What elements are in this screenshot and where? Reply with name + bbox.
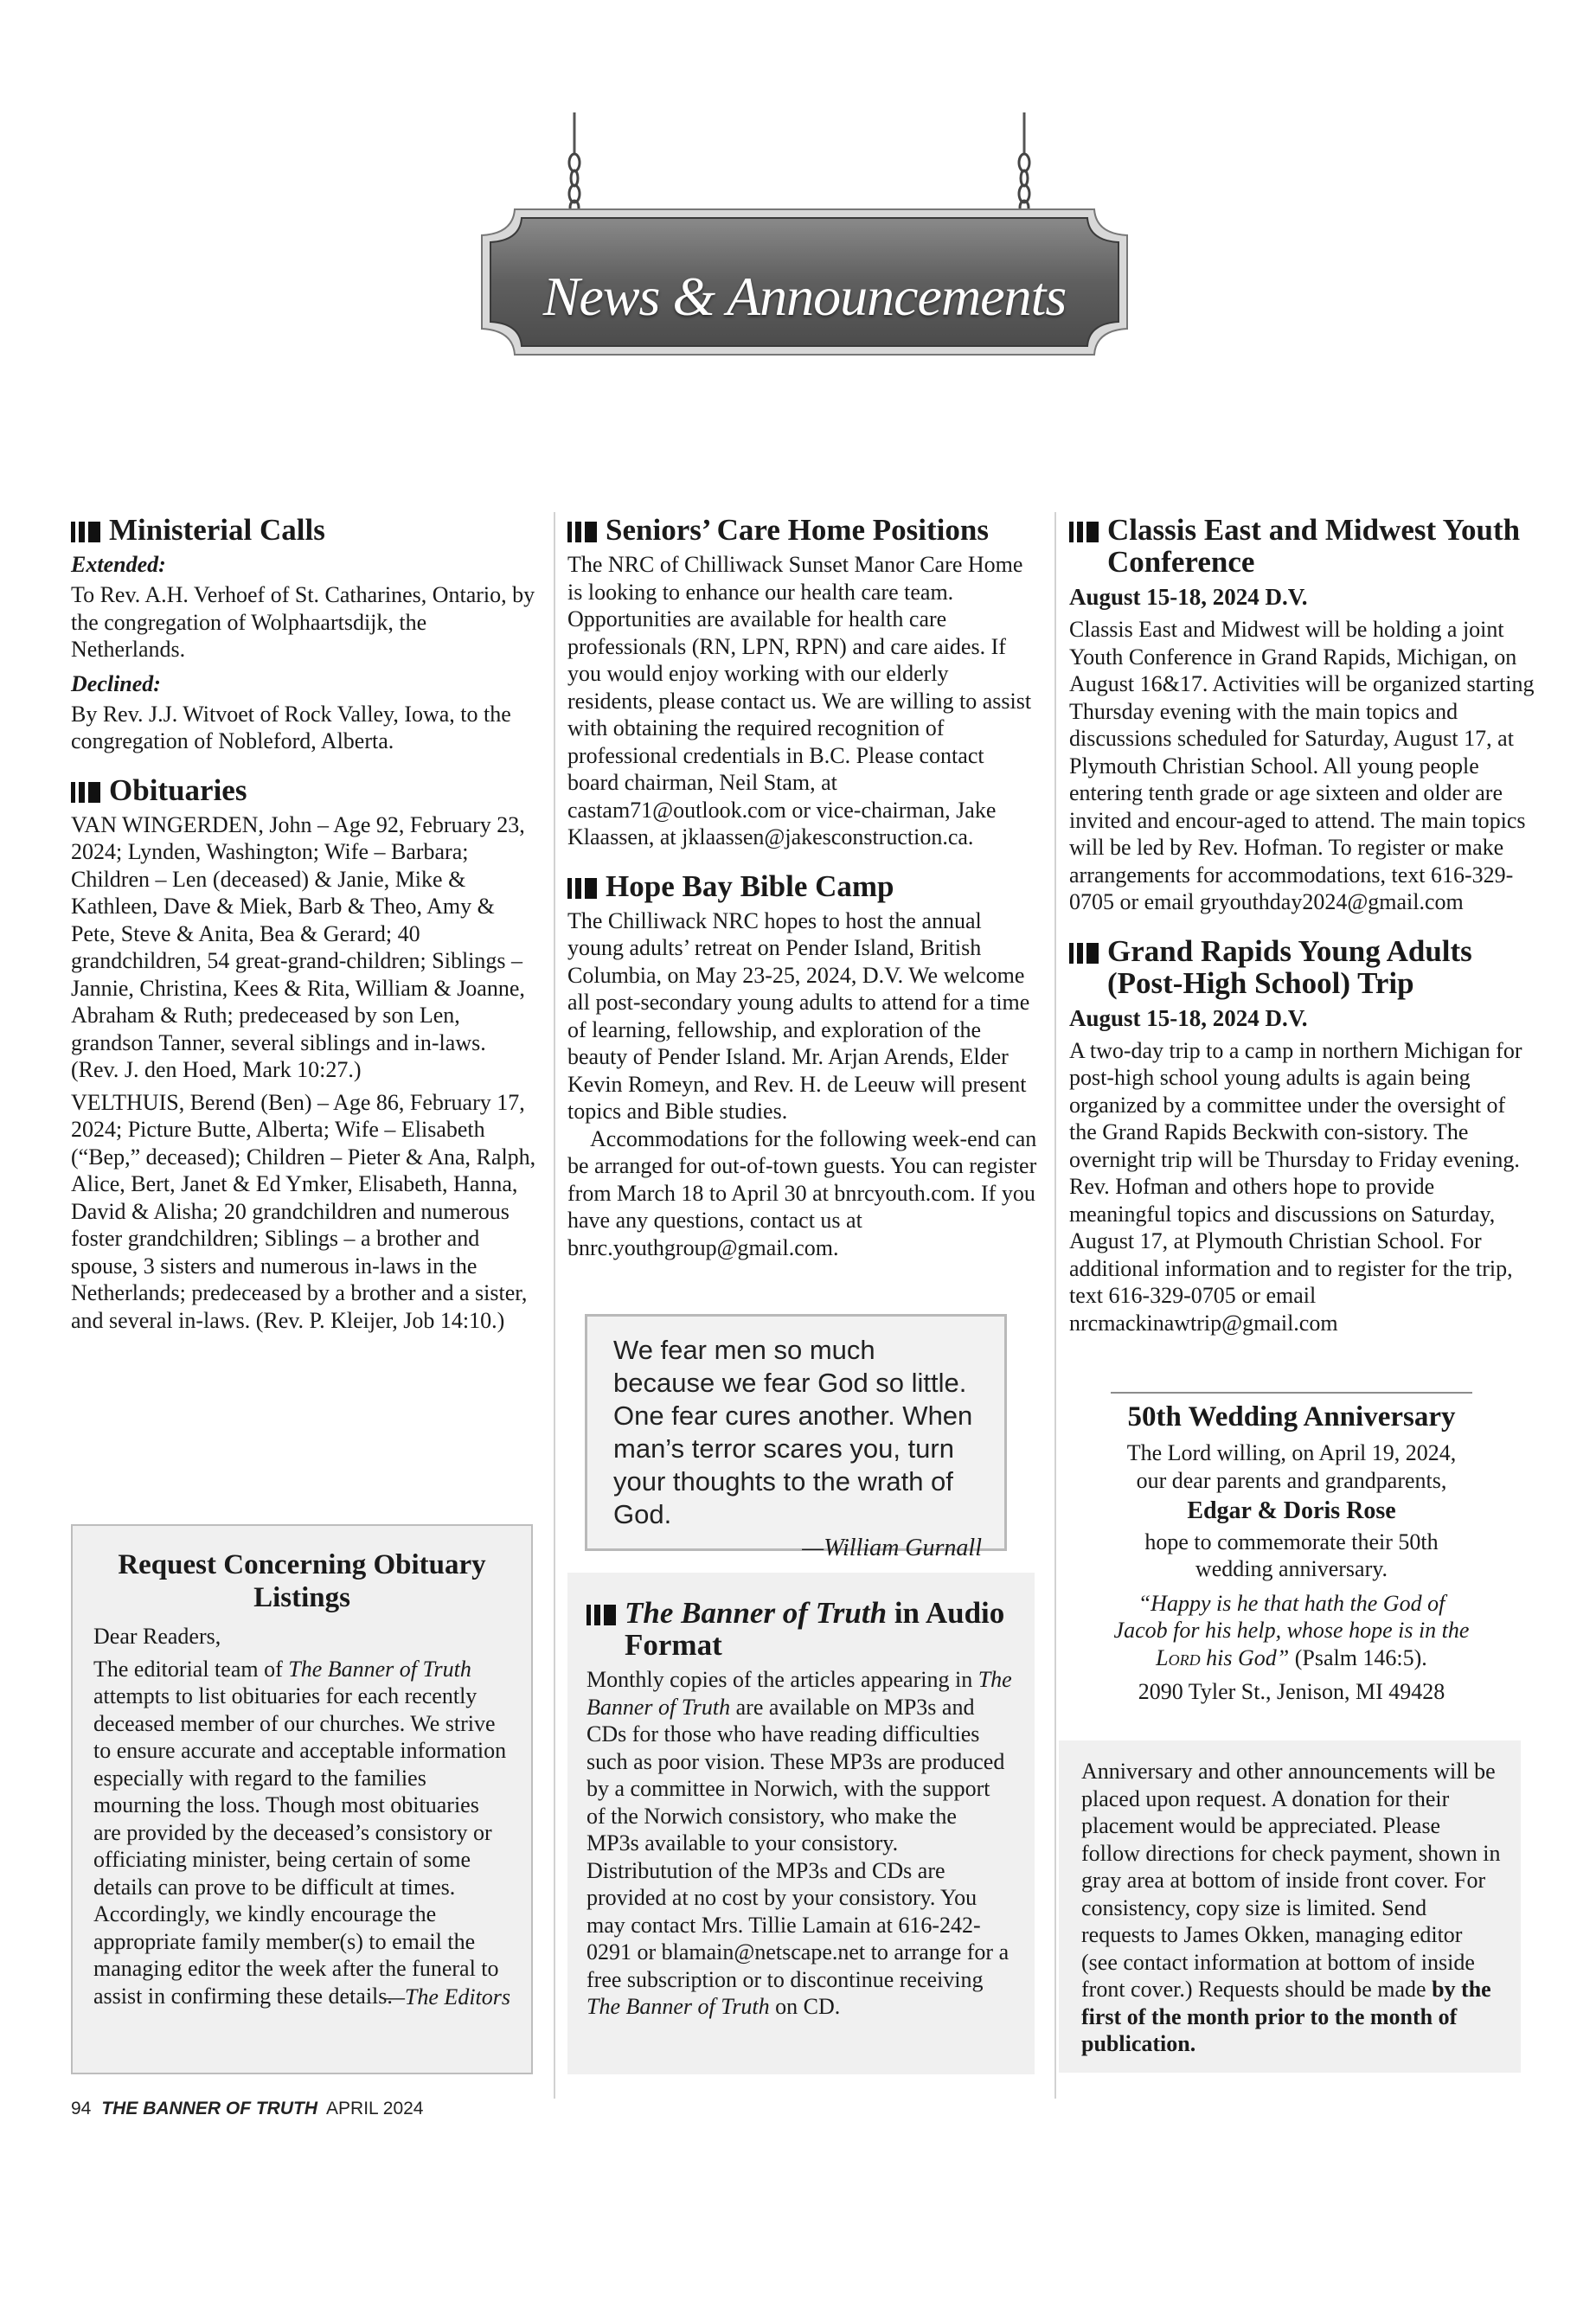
magazine-name: THE BANNER OF TRUTH (101, 2099, 318, 2118)
classis-east-body: Classis East and Midwest will be holding a joint Youth Conference in Grand Rapids, Michigan, on August 16&17. Activities will be organized starting Thursday evening with the main topics and discussions scheduled for Saturday, August 17, at Plymouth Christian School. All young people entering tenth grade or age sixteen and older are invited and encour-aged to attend. The main topics will be led by Rev. Hofman. To register or make arrangements for accommodations, text 616-329-0705 or email gryouthday2024@gmail.com (1069, 617, 1535, 914)
hope-bay-para: The Chilliwack NRC hopes to host the annual young adults’ retreat on Pender Island, British Columbia, on May 23-25, 2024, D.V. We welcome all post-secondary young adults to attend for a time of learning, fellowship, and exploration of the beauty of Pender Island. Mr. Arjan Arends, Elder Kevin Romeyn, and Rev. H. de Leeuw will present topics and Bible studies. (567, 907, 1030, 1124)
audio-body: Monthly copies of the articles appearing in The Banner of Truth are available on MP3s and CDs for those who have reading difficulties such as poor vision. These MP3s are produced by a committee in Norwich, with the support of the Norwich consistory, who make the MP3s available to your consistory. Distributution of the MP3s and CDs are provided at no cost by your consistory. You may contact Mrs. Tillie Lamain at 616-242-0291 or blamain@netscape.net to arrange for a free subscription or to discontinue receiving The Banner of Truth on CD. (586, 1667, 1012, 2019)
obituary-entry: VELTHUIS, Berend (Ben) – Age 86, February 17, 2024; Picture Butte, Alberta; Wife – Elisabeth (“Bep,” deceased); Children – Pieter & Ana, Ralph, Alice, Bert, Janet & Ed Ymker, Elisabeth, Hanna, David & Alisha; 20 grandchildren and numerous foster grandchildren; Siblings – a brother and spouse, 3 sisters and numerous in-laws in the Netherlands; predeceased by a brother and a sister, and several in-laws. (Rev. P. Kleijer, Job 14:10.) (71, 1089, 536, 1333)
quote-author: —William Gurnall (802, 1535, 982, 1561)
announcement-info-text: Anniversary and other announcements will be placed upon request. A donation for their placement would be appreciated. Please follow directions for check payment, shown in gray area at bottom of inside front cover. For consistency, copy size is limited. Send requests to James Okken, managing editor (see contact information at bottom of inside front cover.) Requests should be made by the first of the month prior to the month of publication. (1081, 1759, 1501, 2056)
chain-icon (565, 112, 584, 216)
column-divider (1054, 512, 1056, 2099)
section-bars-icon (71, 782, 100, 803)
request-salutation: Dear Readers, (93, 1624, 221, 1649)
grand-rapids-date: August 15-18, 2024 D.V. (1069, 1004, 1308, 1031)
section-bars-icon (1069, 943, 1099, 964)
column-left (71, 514, 538, 1334)
chain-icon (1015, 112, 1034, 216)
declined-label: Declined: (71, 670, 161, 696)
page-title: News & Announcements (542, 266, 1067, 327)
issue-date: APRIL 2024 (326, 2099, 424, 2118)
column-divider (554, 512, 555, 2099)
section-bars-icon (71, 522, 100, 542)
seniors-care-heading: Seniors’ Care Home Positions (567, 514, 1039, 546)
anniversary-address: 2090 Tyler St., Jenison, MI 49428 (1138, 1679, 1445, 1704)
obituaries-heading: Obituaries (71, 774, 538, 806)
classis-east-date: August 15-18, 2024 D.V. (1069, 584, 1308, 610)
quote-box (585, 1314, 1007, 1561)
extended-text: To Rev. A.H. Verhoef of St. Catharines, Ontario, by the congregation of Wolphaartsdijk, the Netherlands. (71, 582, 535, 662)
ministerial-calls-heading: Ministerial Calls (71, 514, 538, 546)
obituary-entry: VAN WINGERDEN, John – Age 92, February 23, 2024; Lynden, Washington; Wife – Barbara; Children – Len (deceased) & Janie, Mike & Kathleen, Dave & Miek, Barb & Theo, Amy & Pete, Steve & Anita, Bea & Gerard; 40 grandchildren, 54 great-grand-children; Siblings – Jannie, Christina, Kees & Rita, William & Joanne, Abraham & Ruth; predeceased by son Len, grandson Tanner, several siblings and in-laws. (Rev. J. den Hoed, Mark 10:27.) (71, 811, 525, 1082)
section-bars-icon (586, 1605, 616, 1625)
declined-text: By Rev. J.J. Witvoet of Rock Valley, Iowa, to the congregation of Nobleford, Alberta. (71, 701, 511, 753)
announcement-info-box (1059, 1740, 1521, 2073)
obituary-request-box (71, 1524, 533, 2074)
section-bars-icon (567, 522, 597, 542)
hope-bay-heading: Hope Bay Bible Camp (567, 870, 1039, 902)
request-body: The editorial team of The Banner of Truth attempts to list obituaries for each recently deceased member of our churches. We strive to ensure accurate and acceptable information especially with regard to the families mourning the loss. Though most obituaries are provided by the deceased’s consistory or officiating minister, being certain of some details can prove to be difficult at times. Accordingly, we kindly encourage the appropriate family member(s) to email the managing editor the week after the funeral to assist in confirming these details. (93, 1656, 507, 2009)
column-middle (567, 514, 1039, 1261)
anniversary-line: The Lord willing, on April 19, 2024, our dear parents and grandparents, (1126, 1440, 1457, 1493)
anniversary-title: 50th Wedding Anniversary (1127, 1401, 1456, 1433)
request-signature: —The Editors (384, 1984, 510, 2009)
request-title: Request Concerning Obituary Listings (118, 1549, 486, 1613)
column-right (1069, 514, 1536, 1336)
anniversary-names: Edgar & Doris Rose (1187, 1497, 1396, 1524)
extended-label: Extended: (71, 552, 166, 577)
grand-rapids-body: A two-day trip to a camp in northern Michigan for post-high school young adults is again being organized by a committee under the oversight of the Grand Rapids Beckwith con-sistory. The overnight trip will be Thursday to Friday evening. Rev. Hofman and others hope to provide meaningful topics and discussions on Saturday, August 17, at Plymouth Christian School. For additional information and to register for the trip, text 616-329-0705 or email nrcmackinawtrip@gmail.com (1069, 1037, 1522, 1336)
anniversary-notice (1111, 1391, 1472, 1706)
header-sign (467, 112, 1142, 372)
audio-format-box (567, 1573, 1035, 2074)
page-number: 94 (71, 2099, 92, 2118)
page-footer (71, 2099, 423, 2119)
section-bars-icon (567, 878, 597, 899)
hope-bay-para: Accommodations for the following week-end can be arranged for out-of-town guests. You can register from March 18 to April 30 at bnrcyouth.com. If you have any questions, contact us at bnrc.youthgroup@gmail.com. (567, 1125, 1037, 1260)
quote-text: We fear men so much because we fear God so little. One fear cures another. When man’s terror scares you, turn your thoughts to the wrath of God. (613, 1335, 973, 1529)
classis-east-heading: Classis East and Midwest Youth Conference (1069, 514, 1536, 578)
anniversary-line: hope to commemorate their 50th wedding anniversary. (1144, 1529, 1439, 1581)
section-bars-icon (1069, 522, 1099, 542)
audio-heading: The Banner of Truth in Audio Format (586, 1597, 1014, 1661)
grand-rapids-heading: Grand Rapids Young Adults (Post-High School) Trip (1069, 935, 1536, 999)
anniversary-verse: “Happy is he that hath the God of Jacob for his help, whose hope is in the Lord his God” (Psalm 146:5). (1113, 1590, 1470, 1670)
seniors-care-body: The NRC of Chilliwack Sunset Manor Care Home is looking to enhance our health care team. Opportunities are available for health care professionals (RN, LPN, RPN) and care aides. If you would enjoy working with our elderly residents, please contact us. We are willing to assist with obtaining the required recognition of professional credentials in B.C. Please contact board chairman, Neil Stam, at castam71@outlook.com or vice-chairman, Jake Klaassen, at jklaassen@jakesconstruction.ca. (567, 552, 1032, 849)
